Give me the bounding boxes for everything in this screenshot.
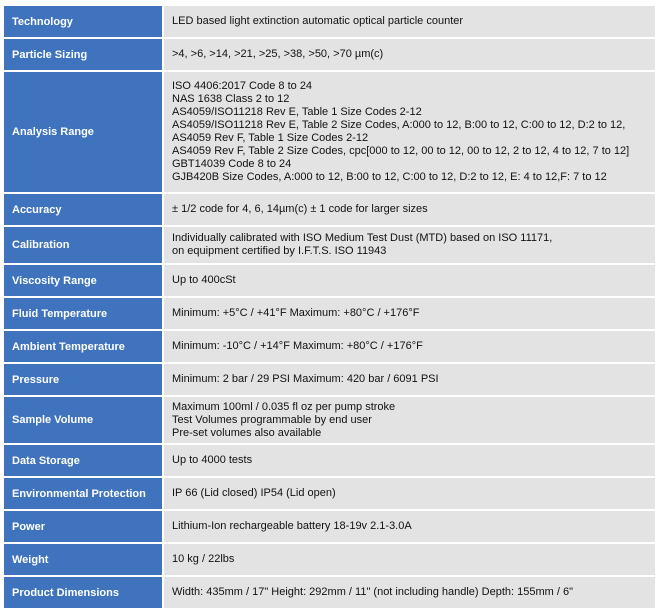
spec-table-body <box>4 6 655 608</box>
row-value <box>164 194 655 225</box>
row-value <box>164 39 655 70</box>
table-row <box>4 194 655 225</box>
value-line: Individually calibrated with ISO Medium Test Dust (MTD) based on ISO 11171, <box>172 232 553 244</box>
row-label: Weight <box>4 544 164 575</box>
table-row <box>4 265 655 296</box>
value-line: AS4059 Rev F, Table 2 Size Codes, cpc[000 to 12, 00 to 12, 00 to 12, 2 to 12, 4 to 12, 7 to 12] <box>172 145 630 157</box>
table-row <box>4 72 655 192</box>
value-line: GJB420B Size Codes, A:000 to 12, B:00 to 12, C:00 to 12, D:2 to 12, E: 4 to 12,F: 7 to 12 <box>172 171 607 183</box>
value-line: ± 1/2 code for 4, 6, 14µm(c) ± 1 code for larger sizes <box>172 203 428 215</box>
row-value <box>164 397 655 443</box>
value-line: Minimum: -10°C / +14°F Maximum: +80°C / +176°F <box>172 340 423 352</box>
row-value <box>164 577 655 608</box>
spec-table <box>4 4 655 610</box>
row-value <box>164 478 655 509</box>
value-line: NAS 1638 Class 2 to 12 <box>172 93 290 105</box>
row-value <box>164 6 655 37</box>
row-value <box>164 227 655 263</box>
row-label: Power <box>4 511 164 542</box>
value-line: Minimum: 2 bar / 29 PSI Maximum: 420 bar / 6091 PSI <box>172 373 439 385</box>
row-value <box>164 445 655 476</box>
row-label: Viscosity Range <box>4 265 164 296</box>
table-row <box>4 39 655 70</box>
row-label: Sample Volume <box>4 397 164 443</box>
table-row <box>4 364 655 395</box>
value-line: LED based light extinction automatic optical particle counter <box>172 15 464 27</box>
row-value <box>164 511 655 542</box>
table-row <box>4 577 655 608</box>
row-label: Environmental Protection <box>4 478 164 509</box>
value-line: AS4059/ISO11218 Rev E, Table 1 Size Codes 2-12 <box>172 106 422 118</box>
table-row <box>4 511 655 542</box>
value-line: Up to 4000 tests <box>172 454 253 466</box>
row-value <box>164 265 655 296</box>
row-value <box>164 72 655 192</box>
value-line: Up to 400cSt <box>172 274 236 286</box>
value-line: Lithium-Ion rechargeable battery 18-19v 2.1-3.0A <box>172 520 412 532</box>
value-line: IP 66 (Lid closed) IP54 (Lid open) <box>172 487 336 499</box>
row-value <box>164 364 655 395</box>
value-line: ISO 4406:2017 Code 8 to 24 <box>172 80 313 92</box>
value-line: Width: 435mm / 17" Height: 292mm / 11" (not including handle) Depth: 155mm / 6" <box>172 586 573 598</box>
row-label: Analysis Range <box>4 72 164 192</box>
row-value <box>164 544 655 575</box>
table-row <box>4 6 655 37</box>
value-line: AS4059/ISO11218 Rev E, Table 2 Size Codes, A:000 to 12, B:00 to 12, C:00 to 12, D:2 to 12, <box>172 119 626 131</box>
row-label: Data Storage <box>4 445 164 476</box>
value-line: Test Volumes programmable by end user <box>172 413 372 426</box>
row-label: Ambient Temperature <box>4 331 164 362</box>
table-row <box>4 478 655 509</box>
value-line: 10 kg / 22lbs <box>172 553 235 565</box>
table-row <box>4 445 655 476</box>
row-label: Particle Sizing <box>4 39 164 70</box>
value-line: Maximum 100ml / 0.035 fl oz per pump stroke <box>172 400 396 413</box>
row-value <box>164 298 655 329</box>
row-label: Product Dimensions <box>4 577 164 608</box>
row-label: Calibration <box>4 227 164 263</box>
value-line: GBT14039 Code 8 to 24 <box>172 158 292 170</box>
row-label: Technology <box>4 6 164 37</box>
row-value <box>164 331 655 362</box>
table-row <box>4 298 655 329</box>
value-line: Pre-set volumes also available <box>172 426 322 439</box>
value-line: >4, >6, >14, >21, >25, >38, >50, >70 µm(c) <box>172 48 384 60</box>
row-label: Fluid Temperature <box>4 298 164 329</box>
table-row <box>4 397 655 443</box>
value-line: on equipment certified by I.F.T.S. ISO 11943 <box>172 245 387 257</box>
table-row <box>4 331 655 362</box>
row-label: Pressure <box>4 364 164 395</box>
value-line: Minimum: +5°C / +41°F Maximum: +80°C / +176°F <box>172 307 420 319</box>
table-row <box>4 227 655 263</box>
row-label: Accuracy <box>4 194 164 225</box>
value-line: AS4059 Rev F, Table 1 Size Codes 2-12 <box>172 132 369 144</box>
table-row <box>4 544 655 575</box>
